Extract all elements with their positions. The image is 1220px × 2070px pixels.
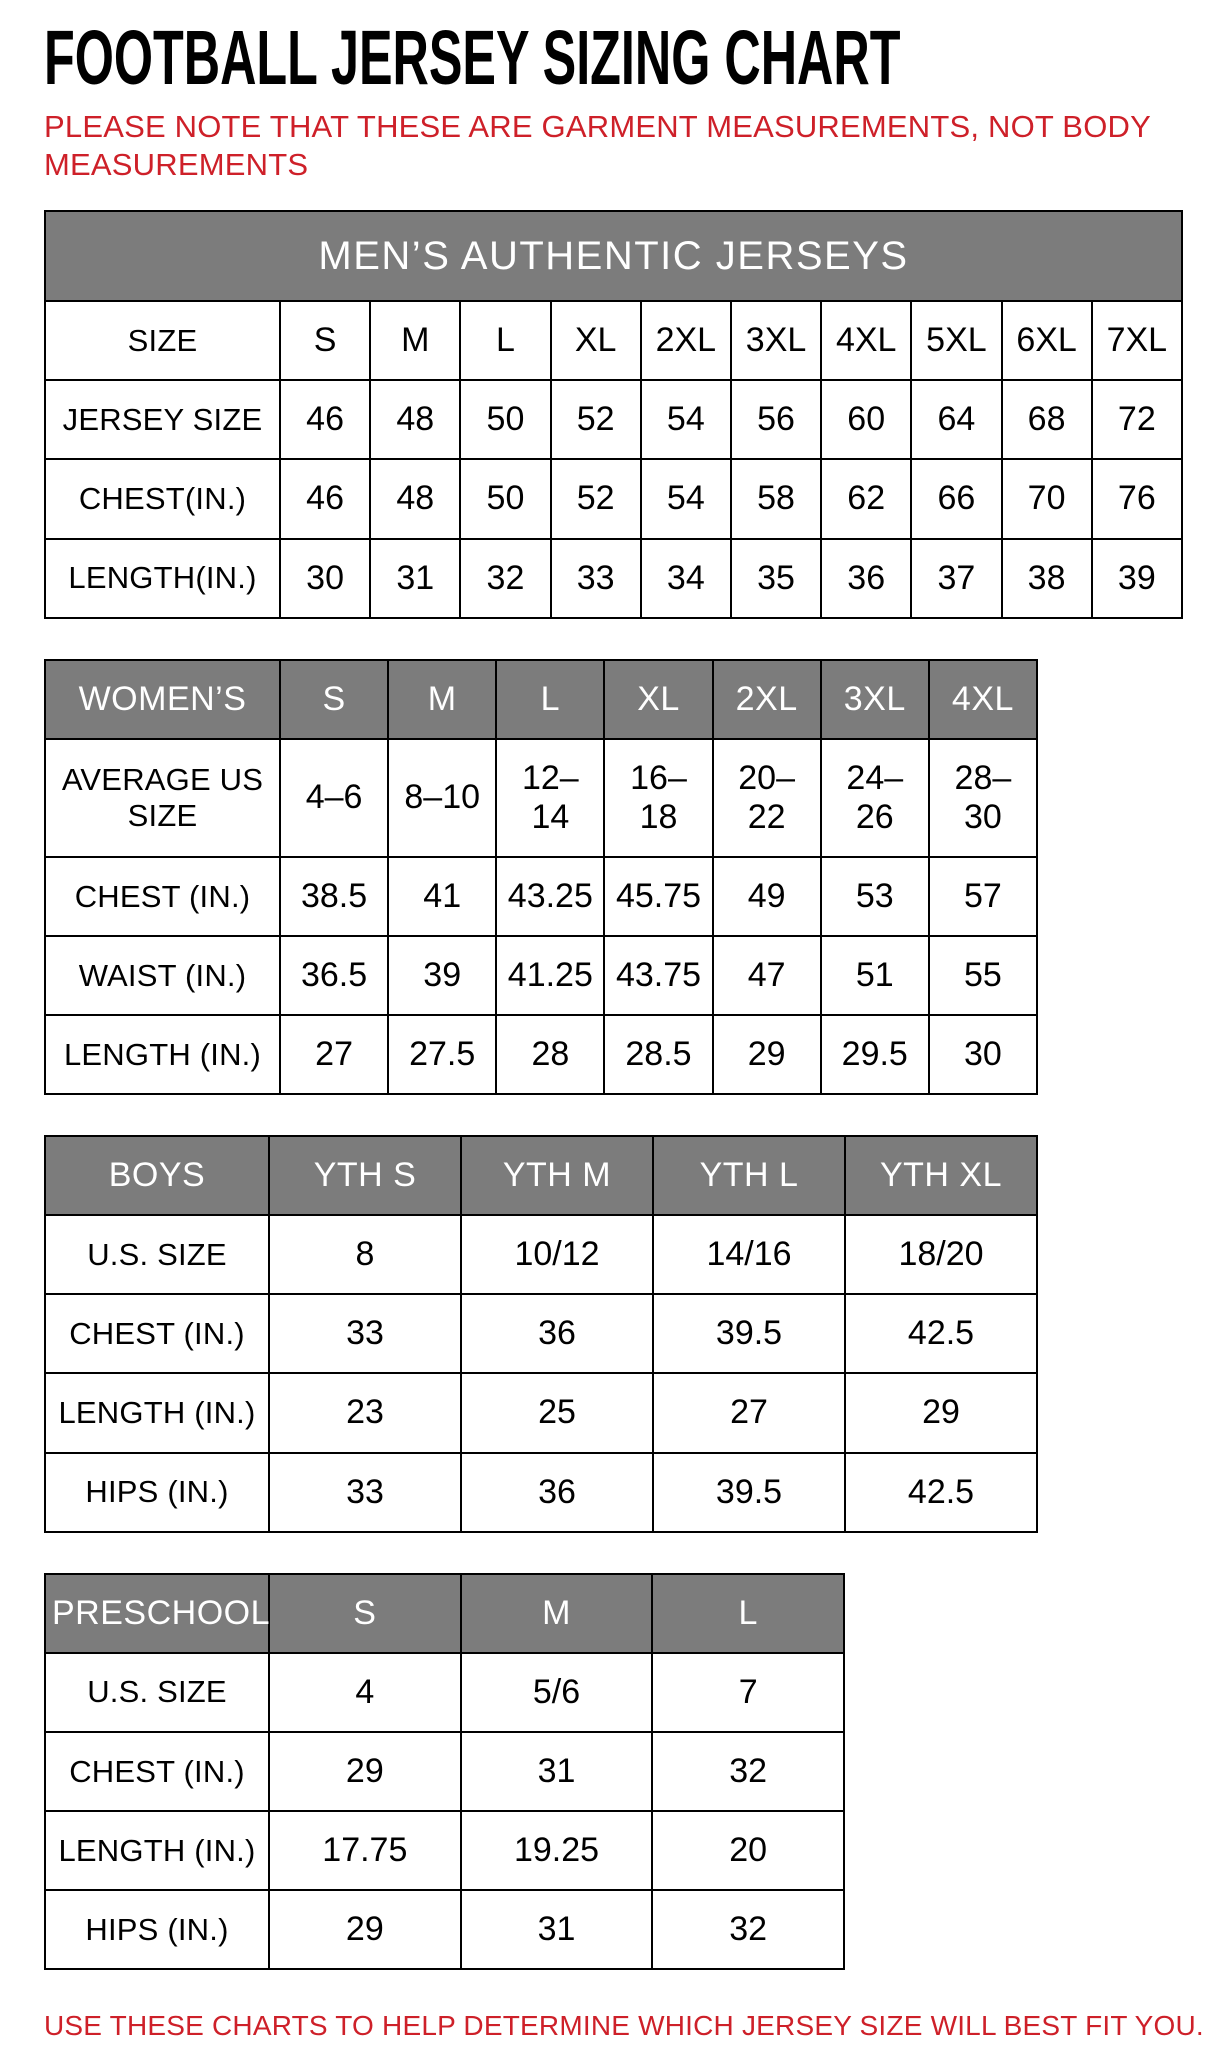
size-value-cell: 60 bbox=[821, 380, 911, 459]
table-row bbox=[45, 380, 1182, 459]
size-value-cell: 4XL bbox=[821, 301, 911, 380]
size-value-cell: 24–26 bbox=[821, 739, 929, 857]
size-value-cell: 43.75 bbox=[604, 936, 712, 1015]
size-value-cell: 17.75 bbox=[269, 1811, 461, 1890]
size-value-cell: 34 bbox=[641, 539, 731, 618]
size-value-cell: 29.5 bbox=[821, 1015, 929, 1094]
row-label: CHEST(IN.) bbox=[45, 459, 280, 538]
size-value-cell: 19.25 bbox=[461, 1811, 653, 1890]
size-value-cell: 52 bbox=[551, 459, 641, 538]
size-value-cell: 2XL bbox=[641, 301, 731, 380]
size-value-cell: 28.5 bbox=[604, 1015, 712, 1094]
table-row bbox=[45, 1653, 844, 1732]
column-header: S bbox=[280, 660, 388, 739]
size-value-cell: 20 bbox=[652, 1811, 844, 1890]
garment-measurements-note: PLEASE NOTE THAT THESE ARE GARMENT MEASUREMENTS, NOT BODY MEASUREMENTS bbox=[44, 109, 1151, 183]
size-value-cell: 39.5 bbox=[653, 1453, 845, 1532]
table-row bbox=[45, 459, 1182, 538]
header-row bbox=[45, 660, 1037, 739]
table-row bbox=[45, 1215, 1037, 1294]
size-value-cell: 38 bbox=[1002, 539, 1092, 618]
size-value-cell: 31 bbox=[461, 1890, 653, 1969]
size-value-cell: 55 bbox=[929, 936, 1037, 1015]
size-value-cell: 54 bbox=[641, 380, 731, 459]
size-value-cell: 54 bbox=[641, 459, 731, 538]
size-value-cell: 3XL bbox=[731, 301, 821, 380]
row-label: LENGTH (IN.) bbox=[45, 1811, 269, 1890]
size-value-cell: 47 bbox=[713, 936, 821, 1015]
size-value-cell: 39 bbox=[388, 936, 496, 1015]
size-value-cell: 5/6 bbox=[461, 1653, 653, 1732]
size-value-cell: 53 bbox=[821, 857, 929, 936]
table-row bbox=[45, 301, 1182, 380]
size-value-cell: 72 bbox=[1092, 380, 1182, 459]
page-title-wrap bbox=[44, 16, 1180, 102]
column-header: 2XL bbox=[713, 660, 821, 739]
size-value-cell: 27 bbox=[280, 1015, 388, 1094]
table-row bbox=[45, 936, 1037, 1015]
size-value-cell: 7XL bbox=[1092, 301, 1182, 380]
size-value-cell: 27.5 bbox=[388, 1015, 496, 1094]
header-row bbox=[45, 1136, 1037, 1215]
size-value-cell: 70 bbox=[1002, 459, 1092, 538]
size-value-cell: 57 bbox=[929, 857, 1037, 936]
header-row bbox=[45, 1574, 844, 1653]
size-value-cell: 42.5 bbox=[845, 1294, 1037, 1373]
row-label: SIZE bbox=[45, 301, 280, 380]
size-value-cell: 39.5 bbox=[653, 1294, 845, 1373]
size-value-cell: 58 bbox=[731, 459, 821, 538]
size-value-cell: 56 bbox=[731, 380, 821, 459]
size-value-cell: 32 bbox=[460, 539, 550, 618]
column-header: M bbox=[388, 660, 496, 739]
column-header: YTH S bbox=[269, 1136, 461, 1215]
womens-sizing-table bbox=[44, 659, 1038, 1096]
table-banner: MEN’S AUTHENTIC JERSEYS bbox=[45, 211, 1182, 301]
size-value-cell: 42.5 bbox=[845, 1453, 1037, 1532]
column-header: YTH L bbox=[653, 1136, 845, 1215]
size-value-cell: 50 bbox=[460, 380, 550, 459]
size-value-cell: 48 bbox=[370, 380, 460, 459]
size-value-cell: 36.5 bbox=[280, 936, 388, 1015]
size-value-cell: 30 bbox=[280, 539, 370, 618]
size-value-cell: 62 bbox=[821, 459, 911, 538]
size-value-cell: 36 bbox=[461, 1453, 653, 1532]
column-header: YTH M bbox=[461, 1136, 653, 1215]
table-title-cell: BOYS bbox=[45, 1136, 269, 1215]
size-value-cell: 49 bbox=[713, 857, 821, 936]
table-row bbox=[45, 1453, 1037, 1532]
size-value-cell: 16–18 bbox=[604, 739, 712, 857]
row-label: AVERAGE US SIZE bbox=[45, 739, 280, 857]
row-label: WAIST (IN.) bbox=[45, 936, 280, 1015]
size-value-cell: 4–6 bbox=[280, 739, 388, 857]
size-value-cell: 45.75 bbox=[604, 857, 712, 936]
row-label: LENGTH (IN.) bbox=[45, 1015, 280, 1094]
table-row bbox=[45, 1373, 1037, 1452]
row-label: LENGTH(IN.) bbox=[45, 539, 280, 618]
size-value-cell: XL bbox=[551, 301, 641, 380]
row-label: HIPS (IN.) bbox=[45, 1453, 269, 1532]
column-header: 3XL bbox=[821, 660, 929, 739]
size-value-cell: 64 bbox=[911, 380, 1001, 459]
size-value-cell: 31 bbox=[370, 539, 460, 618]
size-value-cell: 52 bbox=[551, 380, 641, 459]
size-value-cell: 7 bbox=[652, 1653, 844, 1732]
size-value-cell: 25 bbox=[461, 1373, 653, 1452]
size-value-cell: 20–22 bbox=[713, 739, 821, 857]
size-value-cell: 32 bbox=[652, 1732, 844, 1811]
banner-row bbox=[45, 211, 1182, 301]
size-value-cell: 76 bbox=[1092, 459, 1182, 538]
row-label: JERSEY SIZE bbox=[45, 380, 280, 459]
table-row bbox=[45, 739, 1037, 857]
row-label: U.S. SIZE bbox=[45, 1215, 269, 1294]
size-value-cell: 33 bbox=[551, 539, 641, 618]
size-value-cell: 48 bbox=[370, 459, 460, 538]
size-value-cell: 18/20 bbox=[845, 1215, 1037, 1294]
size-value-cell: 31 bbox=[461, 1732, 653, 1811]
footer-note: USE THESE CHARTS TO HELP DETERMINE WHICH JERSEY SIZE WILL BEST FIT YOU. bbox=[44, 2010, 1204, 2042]
size-value-cell: 29 bbox=[269, 1890, 461, 1969]
size-value-cell: 38.5 bbox=[280, 857, 388, 936]
column-header: 4XL bbox=[929, 660, 1037, 739]
table-row bbox=[45, 1015, 1037, 1094]
size-value-cell: 6XL bbox=[1002, 301, 1092, 380]
size-value-cell: 46 bbox=[280, 459, 370, 538]
size-value-cell: 35 bbox=[731, 539, 821, 618]
page-title: FOOTBALL JERSEY SIZING CHART bbox=[44, 14, 901, 101]
table-row bbox=[45, 1890, 844, 1969]
size-value-cell: 23 bbox=[269, 1373, 461, 1452]
size-value-cell: 43.25 bbox=[496, 857, 604, 936]
size-value-cell: 37 bbox=[911, 539, 1001, 618]
size-value-cell: 30 bbox=[929, 1015, 1037, 1094]
size-value-cell: 29 bbox=[269, 1732, 461, 1811]
size-value-cell: 36 bbox=[461, 1294, 653, 1373]
size-value-cell: 41 bbox=[388, 857, 496, 936]
table-row bbox=[45, 857, 1037, 936]
size-value-cell: 8–10 bbox=[388, 739, 496, 857]
size-value-cell: M bbox=[370, 301, 460, 380]
size-value-cell: 28 bbox=[496, 1015, 604, 1094]
mens-sizing-table bbox=[44, 210, 1183, 618]
size-value-cell: 32 bbox=[652, 1890, 844, 1969]
size-value-cell: S bbox=[280, 301, 370, 380]
row-label: HIPS (IN.) bbox=[45, 1890, 269, 1969]
size-value-cell: 4 bbox=[269, 1653, 461, 1732]
size-value-cell: 46 bbox=[280, 380, 370, 459]
row-label: CHEST (IN.) bbox=[45, 1732, 269, 1811]
size-value-cell: 28–30 bbox=[929, 739, 1037, 857]
size-value-cell: 14/16 bbox=[653, 1215, 845, 1294]
size-value-cell: 27 bbox=[653, 1373, 845, 1452]
table-row bbox=[45, 1294, 1037, 1373]
size-value-cell: 51 bbox=[821, 936, 929, 1015]
size-value-cell: 12–14 bbox=[496, 739, 604, 857]
column-header: L bbox=[496, 660, 604, 739]
column-header: L bbox=[652, 1574, 844, 1653]
row-label: U.S. SIZE bbox=[45, 1653, 269, 1732]
size-value-cell: 10/12 bbox=[461, 1215, 653, 1294]
size-value-cell: 68 bbox=[1002, 380, 1092, 459]
table-row bbox=[45, 1732, 844, 1811]
size-value-cell: 39 bbox=[1092, 539, 1182, 618]
row-label: LENGTH (IN.) bbox=[45, 1373, 269, 1452]
size-value-cell: 8 bbox=[269, 1215, 461, 1294]
table-row bbox=[45, 539, 1182, 618]
size-value-cell: 33 bbox=[269, 1453, 461, 1532]
column-header: M bbox=[461, 1574, 653, 1653]
table-row bbox=[45, 1811, 844, 1890]
preschool-sizing-table bbox=[44, 1573, 845, 1970]
size-value-cell: 66 bbox=[911, 459, 1001, 538]
column-header: XL bbox=[604, 660, 712, 739]
size-value-cell: 50 bbox=[460, 459, 550, 538]
size-value-cell: 5XL bbox=[911, 301, 1001, 380]
boys-sizing-table bbox=[44, 1135, 1038, 1532]
size-value-cell: 29 bbox=[713, 1015, 821, 1094]
row-label: CHEST (IN.) bbox=[45, 857, 280, 936]
row-label: CHEST (IN.) bbox=[45, 1294, 269, 1373]
size-value-cell: 41.25 bbox=[496, 936, 604, 1015]
table-title-cell: WOMEN’S bbox=[45, 660, 280, 739]
size-value-cell: 29 bbox=[845, 1373, 1037, 1452]
sizing-tables-container bbox=[44, 210, 1180, 1970]
size-value-cell: L bbox=[460, 301, 550, 380]
size-value-cell: 36 bbox=[821, 539, 911, 618]
table-title-cell: PRESCHOOL bbox=[45, 1574, 269, 1653]
column-header: YTH XL bbox=[845, 1136, 1037, 1215]
size-value-cell: 33 bbox=[269, 1294, 461, 1373]
column-header: S bbox=[269, 1574, 461, 1653]
